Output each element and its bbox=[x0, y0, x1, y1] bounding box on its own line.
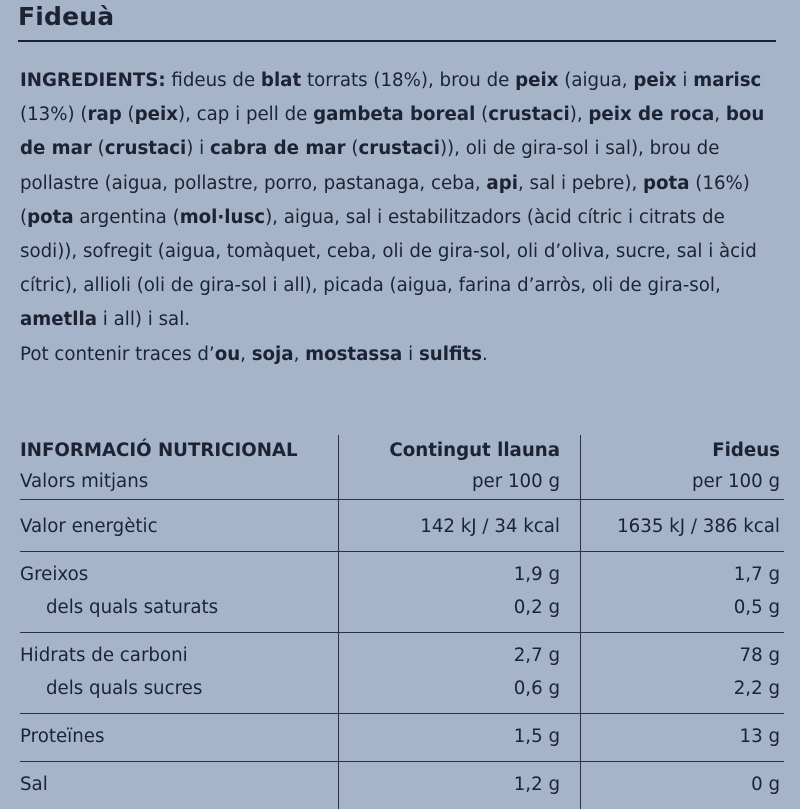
nutrition-row-sugars bbox=[20, 672, 784, 714]
ingredient-text: ), aigua, sal i estabilitzadors (àcid cítric i citrats de sodi)), sofregit (aigua, tomàquet, ceba, oli de gira-sol, oli d’oliva, sucre, sal i àcid cítric), allioli (oli de gira-sol i all), picada (aigua, farina d’arròs, oli de gira-sol, bbox=[20, 207, 757, 296]
nutrient-sublabel: dels quals saturats bbox=[20, 591, 218, 624]
ingredient-text: i bbox=[677, 70, 694, 91]
nutrition-row-salt bbox=[20, 762, 784, 809]
ingredient-text: , bbox=[240, 344, 252, 365]
column-subheader-noodles: per 100 g bbox=[692, 471, 780, 492]
allergen-text: ou bbox=[215, 344, 240, 365]
ingredient-text: i all) i sal. bbox=[97, 309, 190, 330]
nutrient-value-noodles: 0,5 g bbox=[581, 591, 785, 633]
ingredient-text: ( bbox=[122, 104, 135, 125]
nutrient-label: Sal bbox=[20, 762, 339, 809]
product-title: Fideuà bbox=[18, 2, 114, 31]
nutrient-value-can: 1,2 g bbox=[339, 762, 581, 809]
ingredient-text: ( bbox=[92, 138, 105, 159]
allergen-text: bou de mar bbox=[20, 104, 764, 159]
allergen-traces bbox=[20, 338, 780, 372]
nutrient-label: Greixos bbox=[20, 552, 339, 592]
nutrition-header-can-cell bbox=[339, 435, 581, 500]
allergen-text: peix bbox=[515, 70, 558, 91]
nutrition-row-energy bbox=[20, 500, 784, 552]
nutrition-header-label-cell bbox=[20, 435, 339, 500]
ingredients-list bbox=[20, 64, 780, 338]
nutrition-row-protein bbox=[20, 714, 784, 762]
nutrient-value-noodles: 2,2 g bbox=[581, 672, 785, 714]
nutrient-value-noodles: 1,7 g bbox=[581, 552, 785, 592]
allergen-text: ametlla bbox=[20, 309, 97, 330]
allergen-text: crustaci bbox=[105, 138, 187, 159]
ingredient-text: (aigua, bbox=[558, 70, 633, 91]
nutrient-value-noodles: 13 g bbox=[581, 714, 785, 762]
allergen-text: cabra de mar bbox=[210, 138, 346, 159]
nutrient-value-can: 142 kJ / 34 kcal bbox=[339, 500, 581, 552]
ingredient-text: ) i bbox=[186, 138, 210, 159]
nutrition-table-subtitle: Valors mitjans bbox=[20, 471, 148, 492]
ingredient-text: argentina ( bbox=[74, 207, 180, 228]
nutrient-value-noodles: 78 g bbox=[581, 633, 785, 673]
ingredient-text: Pot contenir traces d’ bbox=[20, 344, 215, 365]
nutrition-row-fat bbox=[20, 552, 784, 592]
ingredient-text: ( bbox=[346, 138, 359, 159]
nutrient-sublabel-cell bbox=[20, 591, 339, 633]
nutrient-sublabel: dels quals sucres bbox=[20, 672, 202, 705]
column-subheader-can: per 100 g bbox=[472, 471, 560, 492]
nutrient-value-can: 2,7 g bbox=[339, 633, 581, 673]
nutrient-sublabel-cell bbox=[20, 672, 339, 714]
ingredient-text: i bbox=[402, 344, 419, 365]
ingredient-text: . bbox=[482, 344, 488, 365]
ingredient-text: (13%) ( bbox=[20, 104, 88, 125]
nutrition-table bbox=[20, 435, 784, 809]
ingredient-text: , bbox=[714, 104, 726, 125]
nutrient-value-noodles: 0 g bbox=[581, 762, 785, 809]
nutrition-header-row bbox=[20, 435, 784, 500]
allergen-text: mol·lusc bbox=[180, 207, 265, 228]
ingredient-text: ( bbox=[475, 104, 488, 125]
allergen-text: gambeta boreal bbox=[313, 104, 475, 125]
allergen-text: marisc bbox=[693, 70, 761, 91]
ingredient-text: torrats (18%), brou de bbox=[301, 70, 515, 91]
allergen-text: peix bbox=[135, 104, 178, 125]
nutrient-label: Hidrats de carboni bbox=[20, 633, 339, 673]
allergen-text: peix de roca bbox=[588, 104, 714, 125]
ingredient-text: (16%) ( bbox=[20, 173, 750, 228]
ingredient-text: , bbox=[294, 344, 306, 365]
nutrition-row-carbs bbox=[20, 633, 784, 673]
nutrition-row-saturates bbox=[20, 591, 784, 633]
column-header-noodles: Fideus bbox=[712, 440, 780, 461]
allergen-text: soja bbox=[252, 344, 294, 365]
ingredient-text: fideus de bbox=[166, 70, 261, 91]
allergen-text: pota bbox=[643, 173, 689, 194]
nutrient-value-can: 1,5 g bbox=[339, 714, 581, 762]
nutrient-label: Valor energètic bbox=[20, 500, 339, 552]
ingredient-text: )), oli de gira-sol i sal), brou de pollastre (aigua, pollastre, porro, pastanaga, ceba, bbox=[20, 138, 719, 193]
column-header-can: Contingut llauna bbox=[389, 440, 560, 461]
nutrient-value-can: 1,9 g bbox=[339, 552, 581, 592]
nutrition-table-title: INFORMACIÓ NUTRICIONAL bbox=[20, 440, 298, 461]
allergen-text: rap bbox=[88, 104, 122, 125]
ingredient-text: , sal i pebre), bbox=[518, 173, 643, 194]
nutrient-value-can: 0,6 g bbox=[339, 672, 581, 714]
allergen-text: sulfits bbox=[419, 344, 482, 365]
allergen-text: peix bbox=[633, 70, 676, 91]
ingredients-section bbox=[20, 64, 780, 372]
allergen-text: crustaci bbox=[488, 104, 570, 125]
allergen-text: pota bbox=[27, 207, 73, 228]
allergen-text: api bbox=[486, 173, 518, 194]
ingredient-text: ), cap i pell de bbox=[178, 104, 313, 125]
nutrient-value-can: 0,2 g bbox=[339, 591, 581, 633]
allergen-text: INGREDIENTS: bbox=[20, 70, 166, 91]
nutrition-header-noodles-cell bbox=[581, 435, 785, 500]
allergen-text: mostassa bbox=[305, 344, 402, 365]
allergen-text: blat bbox=[261, 70, 301, 91]
ingredient-text: ), bbox=[570, 104, 589, 125]
allergen-text: crustaci bbox=[358, 138, 440, 159]
nutrient-label: Proteïnes bbox=[20, 714, 339, 762]
title-divider bbox=[18, 40, 776, 42]
nutrient-value-noodles: 1635 kJ / 386 kcal bbox=[581, 500, 785, 552]
